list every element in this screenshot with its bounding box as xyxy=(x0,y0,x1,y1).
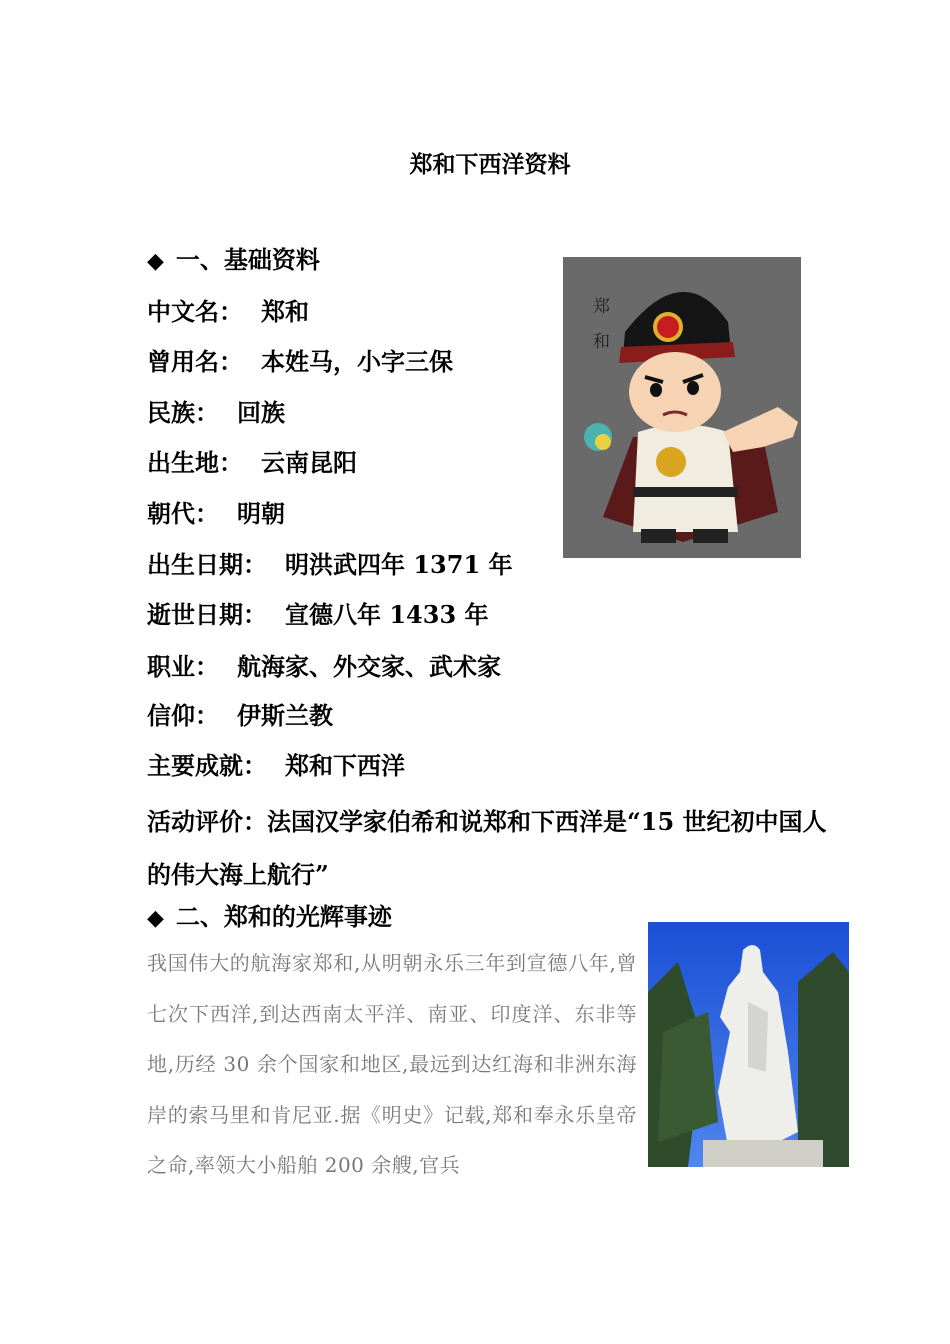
field-value: 伊斯兰教 xyxy=(237,701,333,730)
field-occupation xyxy=(147,647,501,682)
section-heading-text: 二、郑和的光辉事迹 xyxy=(175,902,392,931)
field-label: 中文名： xyxy=(147,297,243,326)
field-former-name xyxy=(147,342,453,377)
field-dynasty xyxy=(147,494,285,529)
section-heading-basic xyxy=(147,240,320,275)
portrait-caption-char: 和 xyxy=(593,332,610,352)
field-label: 出生地： xyxy=(147,448,243,477)
field-value: 本姓马，小字三保 xyxy=(261,347,453,376)
section-heading-text: 一、基础资料 xyxy=(175,245,320,274)
field-value: 明洪武四年 1371 年 xyxy=(285,550,513,579)
field-value: 明朝 xyxy=(237,499,285,528)
field-birth-date xyxy=(147,545,513,580)
field-chinese-name xyxy=(147,292,309,327)
diamond-bullet-icon: ◆ xyxy=(147,248,164,274)
field-label: 曾用名： xyxy=(147,347,243,376)
field-label: 主要成就： xyxy=(147,751,267,780)
field-value: 航海家、外交家、武术家 xyxy=(237,652,501,681)
field-ethnicity xyxy=(147,393,285,428)
field-religion xyxy=(147,696,333,731)
activity-evaluation: 活动评价：法国汉学家伯希和说郑和下西洋是“15 世纪初中国人的伟大海上航行” xyxy=(147,807,827,889)
field-value: 云南昆阳 xyxy=(261,448,357,477)
diamond-bullet-icon: ◆ xyxy=(147,905,164,931)
deeds-paragraph: 我国伟大的航海家郑和,从明朝永乐三年到宣德八年,曾七次下西洋,到达西南太平洋、南亚、印度洋、东非等地,历经 30 余个国家和地区,最远到达红海和非洲东海岸的索马里和肯尼亚.据《明史》记载,郑和奉永乐皇帝之命,率领大小船舶 200 余艘,官兵 xyxy=(147,951,637,1177)
zheng-he-cartoon-image xyxy=(563,257,801,558)
field-label: 信仰： xyxy=(147,701,219,730)
field-label: 职业： xyxy=(147,652,219,681)
field-value: 郑和 xyxy=(261,297,309,326)
section-heading-deeds xyxy=(147,897,392,932)
portrait-caption-char: 郑 xyxy=(593,297,610,317)
field-value: 宣德八年 1433 年 xyxy=(285,600,489,629)
field-value: 回族 xyxy=(237,398,285,427)
field-label: 民族： xyxy=(147,398,219,427)
field-label: 逝世日期： xyxy=(147,600,267,629)
field-label: 出生日期： xyxy=(147,550,267,579)
field-birthplace xyxy=(147,443,357,478)
field-death-date xyxy=(147,595,489,630)
field-achievement xyxy=(147,746,405,781)
zheng-he-statue-photo xyxy=(648,922,849,1167)
page-title: 郑和下西洋资料 xyxy=(409,151,571,178)
field-label: 朝代： xyxy=(147,499,219,528)
field-value: 郑和下西洋 xyxy=(285,751,405,780)
